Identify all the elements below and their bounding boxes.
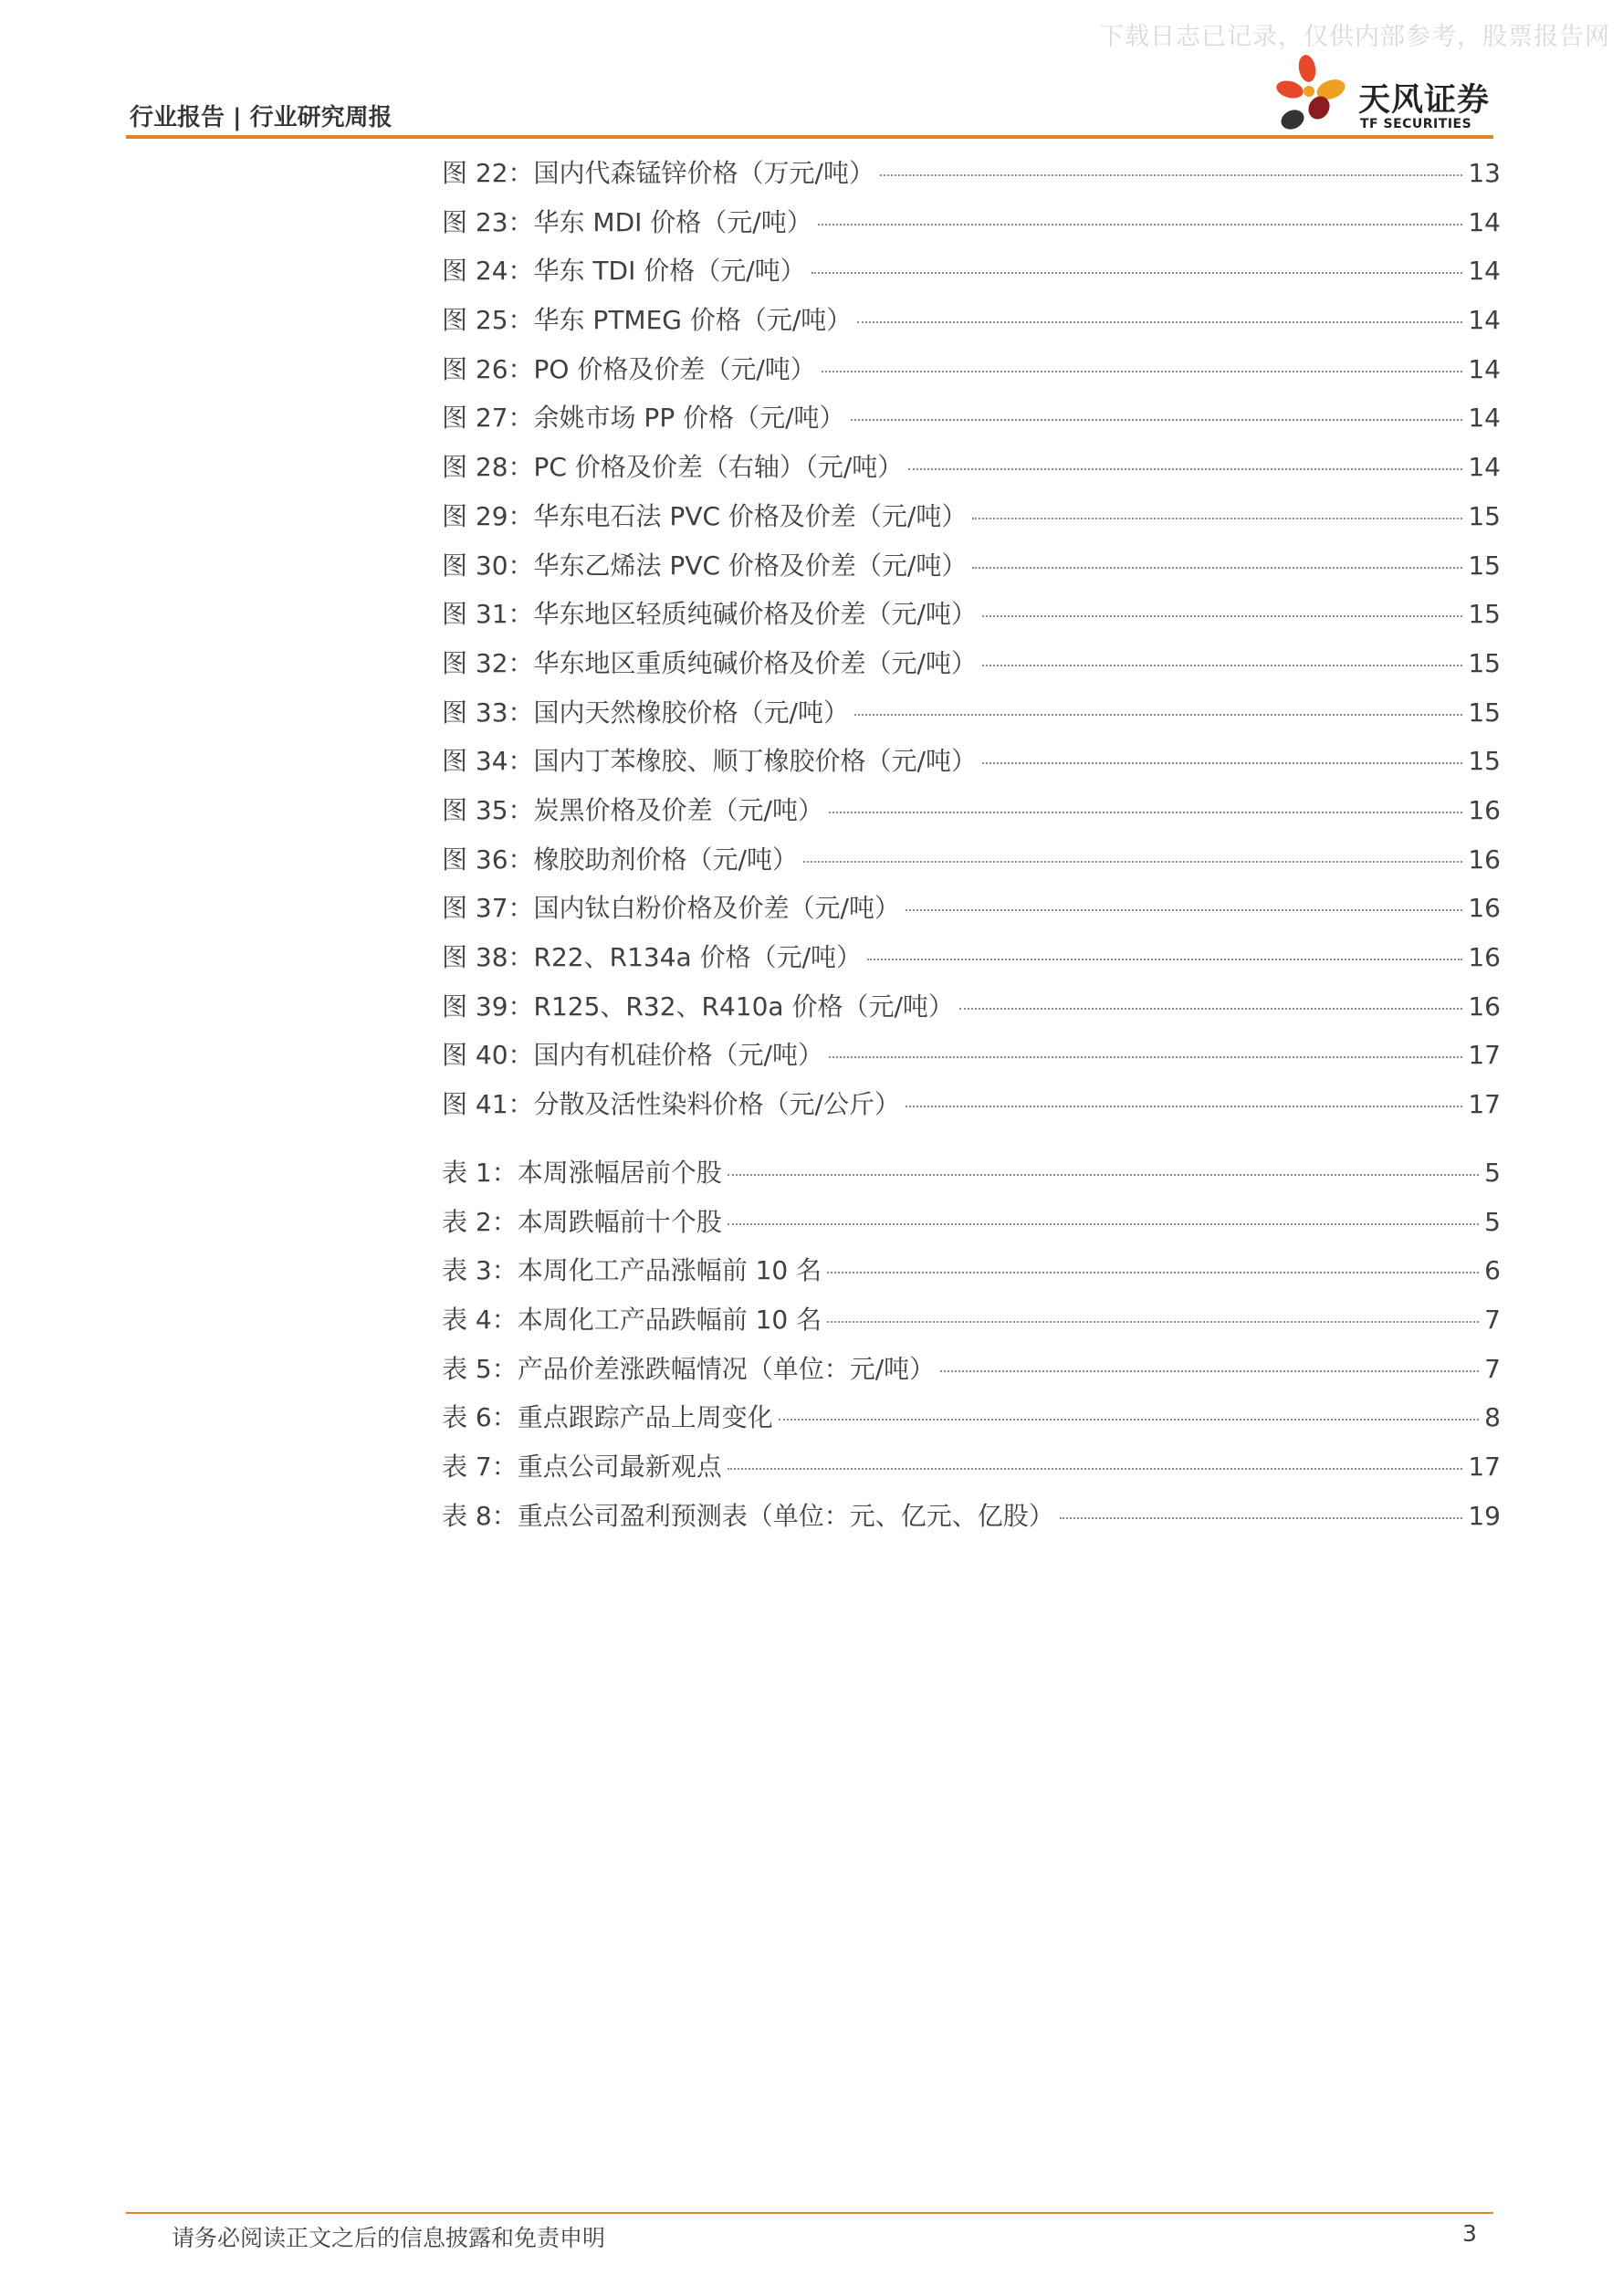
toc-entry-page: 17 (1468, 1040, 1501, 1071)
dot-leader (982, 762, 1462, 764)
toc-entry-page: 13 (1468, 158, 1501, 188)
toc-entry-label: 图 35：炭黑价格及价差（元/吨） (442, 794, 823, 825)
toc-entry-label: 图 34：国内丁苯橡胶、顺丁橡胶价格（元/吨） (442, 746, 977, 777)
table-toc-entry[interactable] (442, 1447, 1501, 1496)
dot-leader (822, 371, 1463, 372)
toc-entry-page: 7 (1484, 1353, 1501, 1384)
toc-entry-page: 15 (1468, 500, 1501, 531)
disclaimer-note: 请务必阅读正文之后的信息披露和免责申明 (172, 2225, 606, 2251)
table-toc-entry[interactable] (442, 1349, 1501, 1399)
toc-entry-label: 图 38：R22、R134a 价格（元/吨） (442, 942, 863, 972)
dot-leader (854, 714, 1462, 716)
toc-entry-page: 15 (1468, 599, 1501, 630)
brand-name-en: TF SECURITIES (1360, 117, 1472, 131)
figure-toc-entry[interactable] (442, 251, 1501, 300)
dot-leader (829, 1056, 1462, 1058)
table-toc-entry[interactable] (442, 1496, 1501, 1546)
dot-leader (982, 615, 1462, 617)
toc-entry-label: 表 8：重点公司盈利预测表（单位：元、亿元、亿股） (442, 1500, 1054, 1531)
dot-leader (728, 1468, 1463, 1470)
figure-toc-entry[interactable] (442, 203, 1501, 252)
toc-entry-label: 表 3：本周化工产品涨幅前 10 名 (442, 1255, 822, 1286)
toc-entry-page: 15 (1468, 746, 1501, 777)
toc-entry-page: 16 (1468, 844, 1501, 875)
dot-leader (803, 861, 1462, 863)
dot-leader (728, 1223, 1479, 1225)
figure-toc-entry[interactable] (442, 398, 1501, 447)
dot-leader (829, 812, 1462, 813)
dot-leader (728, 1174, 1479, 1176)
dot-leader (827, 1321, 1479, 1323)
toc-entry-page: 5 (1484, 1158, 1501, 1188)
toc-entry-page: 8 (1484, 1402, 1501, 1433)
figure-toc-entry[interactable] (442, 644, 1501, 693)
toc-entry-label: 图 33：国内天然橡胶价格（元/吨） (442, 697, 849, 728)
toc-entry-label: 表 6：重点跟踪产品上周变化 (442, 1402, 773, 1433)
dot-leader (812, 272, 1463, 274)
toc-entry-label: 表 5：产品价差涨跌幅情况（单位：元/吨） (442, 1353, 936, 1384)
table-toc-entry[interactable] (442, 1202, 1501, 1252)
dot-leader (908, 468, 1462, 470)
toc-entry-label: 表 4：本周化工产品跌幅前 10 名 (442, 1305, 822, 1336)
flower-logo-icon (1274, 53, 1356, 141)
table-toc-entry[interactable] (442, 1251, 1501, 1300)
toc-entry-page: 14 (1468, 452, 1501, 483)
toc-entry-label: 图 39：R125、R32、R410a 价格（元/吨） (442, 991, 954, 1022)
tf-securities-logo (1274, 53, 1493, 141)
toc-entry-label: 图 41：分散及活性染料价格（元/公斤） (442, 1089, 900, 1120)
toc-entry-label: 图 31：华东地区轻质纯碱价格及价差（元/吨） (442, 599, 977, 630)
dot-leader (867, 959, 1462, 960)
dot-leader (982, 665, 1462, 666)
toc-entry-page: 15 (1468, 647, 1501, 678)
toc-entry-label: 图 28：PC 价格及价差（右轴）（元/吨） (442, 452, 904, 483)
toc-entry-page: 7 (1484, 1305, 1501, 1336)
figure-toc-entry[interactable] (442, 693, 1501, 742)
table-toc-entry[interactable] (442, 1300, 1501, 1349)
toc-entry-page: 16 (1468, 942, 1501, 972)
figure-toc-entry[interactable] (442, 987, 1501, 1036)
toc-entry-page: 14 (1468, 353, 1501, 384)
watermark-text: 下载日志已记录，仅供内部参考，股票报告网 (1099, 23, 1610, 51)
toc-entry-page: 15 (1468, 550, 1501, 581)
figure-toc-entry[interactable] (442, 447, 1501, 497)
figure-toc-entry[interactable] (442, 888, 1501, 938)
dot-leader (851, 419, 1463, 421)
toc-entry-label: 表 1：本周涨幅居前个股 (442, 1158, 722, 1188)
toc-entry-page: 6 (1484, 1255, 1501, 1286)
toc-entry-label: 图 25：华东 PTMEG 价格（元/吨） (442, 305, 853, 336)
toc-entry-label: 图 27：余姚市场 PP 价格（元/吨） (442, 403, 845, 434)
figure-toc-entry[interactable] (442, 153, 1501, 203)
toc-entry-label: 图 40：国内有机硅价格（元/吨） (442, 1040, 823, 1071)
toc-entry-label: 图 30：华东乙烯法 PVC 价格及价差（元/吨） (442, 550, 968, 581)
toc-entry-label: 表 7：重点公司最新观点 (442, 1452, 722, 1483)
toc-entry-label: 图 23：华东 MDI 价格（元/吨） (442, 206, 812, 237)
toc-entry-page: 14 (1468, 206, 1501, 237)
dot-leader (779, 1419, 1479, 1421)
footer-rule (126, 2212, 1493, 2214)
table-toc-entry[interactable] (442, 1398, 1501, 1447)
toc-entry-page: 16 (1468, 893, 1501, 924)
toc-entry-page: 17 (1468, 1452, 1501, 1483)
table-toc-entry[interactable] (442, 1153, 1501, 1202)
figure-toc-entry[interactable] (442, 741, 1501, 791)
toc-entry-page: 16 (1468, 991, 1501, 1022)
toc-entry-label: 图 22：国内代森锰锌价格（万元/吨） (442, 158, 874, 188)
dot-leader (818, 224, 1463, 225)
table-toc-list (442, 1153, 1501, 1546)
brand-name-cn: 天风证券 (1358, 82, 1491, 119)
toc-entry-page: 14 (1468, 305, 1501, 336)
figure-toc-list (442, 153, 1501, 1134)
toc-entry-page: 14 (1468, 256, 1501, 287)
dot-leader (906, 909, 1462, 911)
toc-entry-page: 15 (1468, 697, 1501, 728)
dot-leader (959, 1008, 1462, 1010)
toc-entry-label: 图 29：华东电石法 PVC 价格及价差（元/吨） (442, 500, 968, 531)
toc-entry-page: 14 (1468, 403, 1501, 434)
toc-entry-page: 16 (1468, 794, 1501, 825)
figure-toc-entry[interactable] (442, 546, 1501, 595)
dot-leader (880, 174, 1462, 176)
figure-toc-entry[interactable] (442, 938, 1501, 987)
figure-toc-entry[interactable] (442, 350, 1501, 399)
toc-entry-label: 图 26：PO 价格及价差（元/吨） (442, 353, 816, 384)
header-rule (126, 135, 1493, 139)
dot-leader (940, 1370, 1479, 1372)
figure-toc-entry[interactable] (442, 1035, 1501, 1085)
dot-leader (857, 321, 1462, 323)
toc-entry-label: 表 2：本周跌幅前十个股 (442, 1206, 722, 1237)
dot-leader (1060, 1517, 1463, 1519)
figure-toc-entry[interactable] (442, 300, 1501, 350)
dot-leader (906, 1106, 1462, 1107)
dot-leader (827, 1272, 1479, 1274)
dot-leader (972, 518, 1462, 519)
dot-leader (972, 567, 1462, 569)
toc-entry-label: 图 32：华东地区重质纯碱价格及价差（元/吨） (442, 647, 977, 678)
toc-entry-page: 19 (1468, 1500, 1501, 1531)
figure-toc-entry[interactable] (442, 1085, 1501, 1134)
figure-toc-entry[interactable] (442, 594, 1501, 644)
toc-entry-label: 图 37：国内钛白粉价格及价差（元/吨） (442, 893, 900, 924)
toc-entry-label: 图 24：华东 TDI 价格（元/吨） (442, 256, 806, 287)
toc-entry-page: 5 (1484, 1206, 1501, 1237)
page-number: 3 (1462, 2220, 1477, 2247)
figure-toc-entry[interactable] (442, 840, 1501, 889)
toc-entry-label: 图 36：橡胶助剂价格（元/吨） (442, 844, 798, 875)
toc-entry-page: 17 (1468, 1089, 1501, 1120)
figure-toc-entry[interactable] (442, 791, 1501, 840)
figure-toc-entry[interactable] (442, 497, 1501, 546)
report-header-title: 行业报告 | 行业研究周报 (130, 104, 393, 131)
